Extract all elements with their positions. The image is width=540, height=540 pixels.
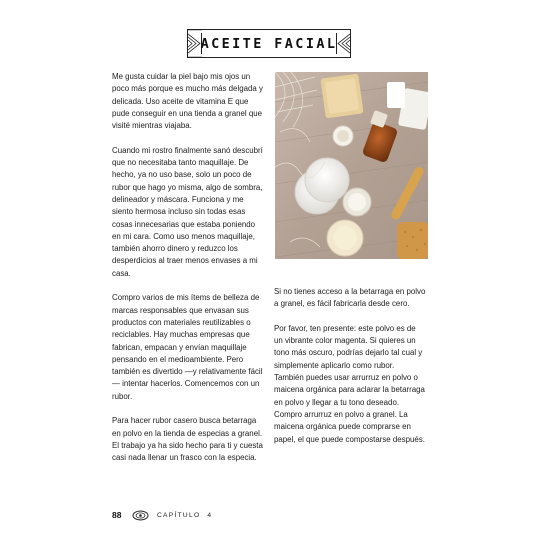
eye-logo-icon — [132, 510, 149, 521]
right-text-column — [274, 286, 426, 458]
chapter-label: CAPÍTULO — [157, 511, 201, 519]
chapter-number: 4 — [207, 511, 212, 519]
chapter-title-banner — [187, 29, 351, 58]
paragraph: Compro varios de mis ítems de belleza de marcas responsables que envasan sus productos con materiales reutilizables o reciclables. Hay muchas empresas que fabrican, empacan y envían maquillaje pensando en el medioambiente. Pero también es divertido —y relativamente fácil— intentar hacerlos. Comencemos con un rubor. — [112, 293, 263, 401]
page-number: 88 — [112, 510, 122, 520]
paragraph: Me gusta cuidar la piel bajo mis ojos un poco más porque es mucho más delgada y delicada. Uso aceite de vitamina E que pude conseguir en una tienda a granel que visité mientras viajaba. — [112, 72, 263, 131]
page-title: ACEITE FACIAL — [200, 35, 338, 52]
paragraph: Por favor, ten presente: este polvo es de un vibrante color magenta. Si quieres un tono más oscuro, podrías dejarlo tal cual y simplemente aplicarlo como rubor. También puedes usar arrurruz en polvo o maicena orgánica para aclarar la betarraga en polvo y llegar a tu tono deseado. Compro arrurruz en polvo a granel. La maicena orgánica puede comprarse en papel, el que puede compostarse después. — [274, 323, 425, 444]
paragraph: Para hacer rubor casero busca betarraga en polvo en la tienda de especias a granel. El trabajo ya ha sido hecho para ti y cuesta casi nada llenar un frasco con la especia. — [112, 416, 263, 463]
left-text-column — [112, 71, 264, 477]
paragraph: Cuando mi rostro finalmente sanó descubrí que no necesitaba tanto maquillaje. De hecho, ya no uso base, solo un poco de rubor que hago yo misma, algo de sombra, delineador y máscara. Funciona y me siento hermosa incluso sin todas esas cosas innecesarias que estaba poniendo en mi cara. Como uso menos maquillaje, también ahorro dinero y reduzco los desperdicios al traer menos envases a mi casa. — [112, 145, 263, 278]
cosmetics-photo — [275, 72, 428, 259]
banner-right-ornament — [336, 30, 350, 57]
paragraph: Si no tienes acceso a la betarraga en polvo a granel, es fácil fabricarla desde cero. — [274, 287, 426, 309]
page-footer — [112, 509, 211, 521]
